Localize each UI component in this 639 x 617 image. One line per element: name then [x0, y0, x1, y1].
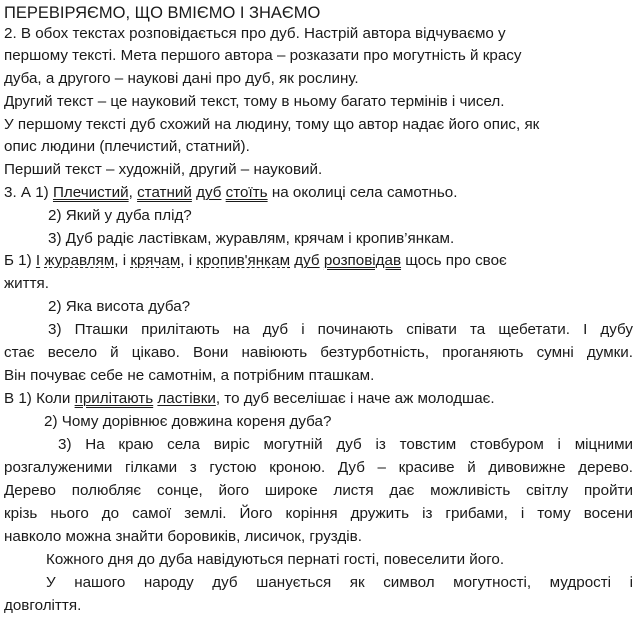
text-fragment: ,	[128, 184, 138, 201]
text-line: 3) Пташки прилітають на дуб і починають співати та щебетати. І дубу	[48, 321, 633, 338]
text-line: 2. В обох текстах розповідається про дуб. Настрій автора відчуваємо у	[4, 25, 506, 42]
text-fragment: на околиці села самотньо.	[267, 184, 458, 201]
text-line: 2) Яка висота дуба?	[48, 298, 191, 315]
text-fragment: , і	[180, 252, 197, 269]
text-line: 3) На краю села виріс могутній дуб із товстим стовбуром і міцними	[58, 436, 633, 453]
underlined-word: розповідав	[323, 252, 402, 269]
text-line: Перший текст – художній, другий – науковий.	[4, 161, 323, 178]
text-line: Він почуває себе не самотнім, а потрібним пташкам.	[4, 367, 375, 384]
sentence-b1	[4, 251, 633, 271]
text-line: Кожного дня до дуба навідуються пернаті гості, повеселити його.	[46, 551, 505, 568]
text-line: опис людини (плечистий, статний).	[4, 138, 250, 155]
text-line: 3) Дуб радіє ластівкам, журавлям, крячам і кропив’янкам.	[48, 230, 455, 247]
underlined-word: дуб	[294, 252, 320, 269]
text-line: життя.	[4, 275, 49, 292]
text-line: крізь нього до самої землі. Його коріння дружить із грибами, і тому восени	[4, 505, 633, 522]
page-title: ПЕРЕВІРЯЄМО, ЩО ВМІЄМО І ЗНАЄМО	[4, 4, 321, 22]
underlined-word: статний	[137, 184, 192, 201]
underlined-word: крячам	[130, 252, 181, 269]
text-line: дуба, а другого – наукові дані про дуб, як рослину.	[4, 70, 359, 87]
text-line: стає весело й цікаво. Вони навіюють безтурботність, проганяють сумні думки.	[4, 344, 633, 361]
text-line: 2) Який у дуба плід?	[48, 207, 192, 224]
text-line: навколо можна знайти боровиків, лисичок, груздів.	[4, 528, 362, 545]
line-prefix: В 1) Коли	[4, 390, 75, 407]
text-line: Дерево полюбляє сонце, його широке листя дає можливість світлу пройти	[4, 482, 633, 499]
underlined-word: стоїть	[225, 184, 268, 201]
underlined-word: Плечистий	[52, 184, 129, 201]
line-prefix: 3. А 1)	[4, 184, 53, 201]
sentence-a1	[4, 183, 633, 203]
underlined-word: прилітають	[74, 390, 154, 407]
text-line: 2) Чому дорівнює довжина кореня дуба?	[44, 413, 332, 430]
underlined-word: журавлям	[44, 252, 115, 269]
text-line: У нашого народу дуб шанується як символ могутності, мудрості і	[46, 574, 633, 591]
text-line: Другий текст – це науковий текст, тому в ньому багато термінів і чисел.	[4, 93, 505, 110]
underlined-word: дуб	[196, 184, 222, 201]
text-fragment: , і	[114, 252, 131, 269]
sentence-v1	[4, 389, 633, 409]
line-prefix: Б 1)	[4, 252, 36, 269]
underlined-word: І	[35, 252, 41, 269]
text-fragment: щось про своє	[401, 252, 507, 269]
text-line: У першому тексті дуб схожий на людину, тому що автор надає його опис, як	[4, 116, 540, 133]
text-line: довголіття.	[4, 597, 82, 614]
text-fragment: , то дуб веселішає і наче аж молодшає.	[215, 390, 495, 407]
text-line: першому тексті. Мета першого автора – розказати про могутність й красу	[4, 47, 522, 64]
underlined-word: кропив'янкам	[196, 252, 291, 269]
text-line: розгалуженими гілками з густою кроною. Дуб – красиве й дивовижне дерево.	[4, 459, 633, 476]
underlined-word: ластівки	[157, 390, 216, 407]
